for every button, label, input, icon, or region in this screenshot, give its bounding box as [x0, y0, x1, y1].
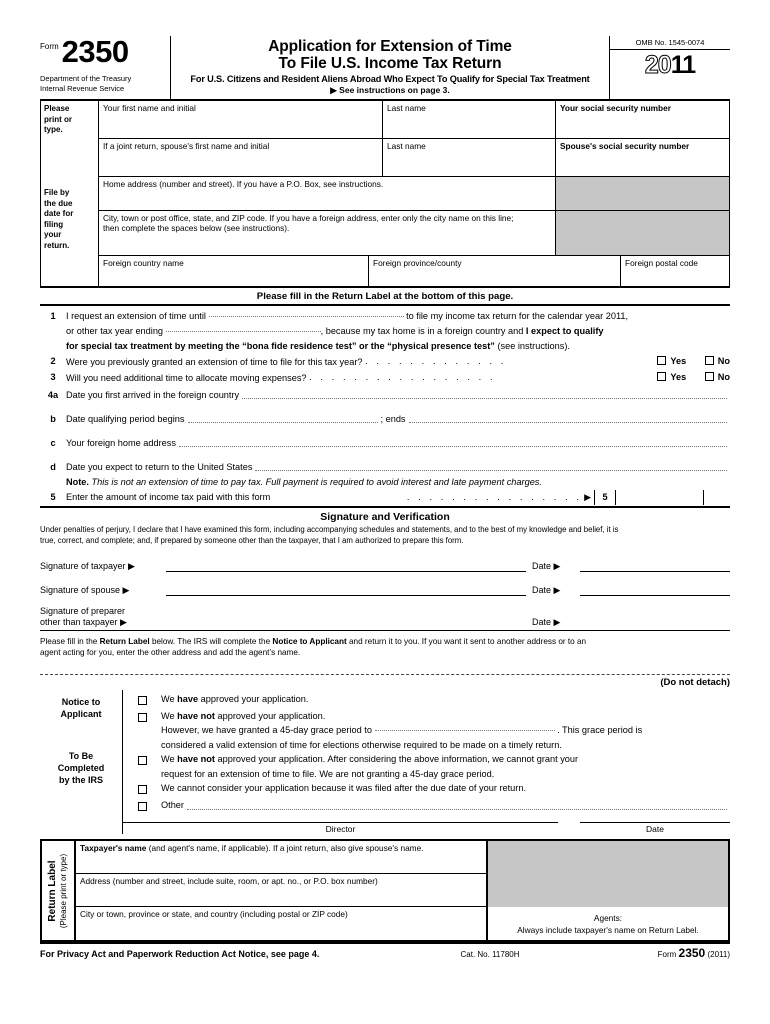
line-5-box-number: 5: [594, 490, 616, 505]
grace-line-2: [161, 723, 730, 738]
notice-to-applicant-section: [40, 690, 730, 834]
spouse-ssn-field[interactable]: Spouse's social security number: [560, 141, 690, 151]
form-title-line-2: To File U.S. Income Tax Return: [278, 55, 502, 72]
line-3-leaders: . . . . . . . . . . . . . . . . .: [309, 372, 496, 382]
return-note-1c: below. The IRS will complete the: [149, 637, 273, 646]
name-block-fields: [99, 101, 729, 286]
director-signature-row: [123, 822, 730, 834]
line-3-body: [66, 370, 730, 386]
line-5-amount-dollars-input[interactable]: [616, 490, 704, 505]
line-2-text: Were you previously granted an extension of time to file for this tax year?: [66, 357, 363, 367]
line-4b-semicolon-ends: ; ends: [380, 414, 406, 424]
perjury-line-2: true, correct, and complete; and, if prepared by someone other than the taxpayer, that I am authorized to prepare this form.: [40, 535, 464, 545]
c1-c: approved your application.: [198, 694, 309, 704]
line-4d-text: Date you expect to return to the United States: [66, 462, 253, 472]
line-1-text-a: I request an extension of time until: [66, 311, 206, 321]
line-2-leaders: . . . . . . . . . . . . .: [365, 356, 507, 366]
return-note-1d: Notice to Applicant: [272, 637, 347, 646]
header-right: [610, 36, 730, 99]
notice-checkbox-approved[interactable]: [138, 696, 147, 705]
line-4d-body: [66, 460, 730, 490]
form-footer: [40, 942, 730, 960]
director-label: Director: [123, 822, 558, 834]
notice-checkbox-filed-late-cell: [123, 781, 161, 798]
line-2-no-checkbox[interactable]: [705, 356, 714, 365]
department-line-1: Department of the Treasury: [40, 74, 132, 83]
line-4a-body: [66, 388, 730, 403]
preparer-signature-row: [40, 606, 730, 628]
preparer-signature-input[interactable]: [166, 617, 526, 628]
note-label: Note.: [66, 477, 89, 487]
footer-form-word: Form: [657, 950, 677, 959]
catalog-number: Cat. No. 11780H: [460, 950, 520, 959]
line-4c: [40, 436, 730, 451]
preparer-label-line-1: Signature of preparer: [40, 606, 126, 616]
preparer-label-line-2: other than taxpayer ▶: [40, 617, 127, 627]
department-line-2: Internal Revenue Service: [40, 83, 125, 93]
footer-form-number: 2350: [678, 946, 706, 960]
agents-note-line-2: Always include taxpayer's name on Return Label.: [517, 924, 699, 935]
line-4d-row: [66, 460, 730, 475]
c2-c: approved your application.: [214, 710, 326, 721]
line-1-text-g: (see instructions).: [494, 341, 570, 351]
last-name-field[interactable]: Last name: [383, 101, 556, 138]
line-5-amount-cents-input[interactable]: [704, 490, 730, 505]
line-4c-text: Your foreign home address: [66, 438, 176, 448]
line-4d-number: d: [50, 462, 56, 472]
name-address-block: [40, 101, 730, 288]
spouse-signature-label: Signature of spouse ▶: [40, 585, 130, 595]
line-3-yes-checkbox[interactable]: [657, 372, 666, 381]
return-label-fill-notice: Please fill in the Return Label at the bottom of this page.: [256, 291, 514, 302]
return-label-name-bold: Taxpayer's name: [80, 843, 147, 853]
line-2-number: 2: [50, 356, 56, 366]
line-2-body: [66, 354, 730, 370]
line-1-number: 1: [50, 311, 56, 321]
line-1-body: [66, 309, 730, 354]
line-4b-text: Date qualifying period begins: [66, 414, 185, 424]
line-5-arrow-icon: ▶: [584, 492, 591, 502]
perjury-line-1: Under penalties of perjury, I declare that I have examined this form, including accompanying schedules and statements, and to the best of my knowledge and belief, it is: [40, 525, 619, 534]
c3-c: approved your application. After considering the above information, we cannot grant your: [214, 754, 579, 764]
spouse-last-name-field[interactable]: Last name: [383, 139, 556, 176]
c1-b: have: [177, 694, 199, 704]
return-label-side: [42, 841, 76, 940]
notice-option-not-approved-no-grace: [123, 752, 730, 781]
department-block: [40, 74, 170, 93]
line-3-text: Will you need additional time to allocate moving expenses?: [66, 373, 307, 383]
print-or-type-note: Please print or type.: [44, 104, 72, 134]
grace-period-date-input[interactable]: [375, 730, 555, 731]
director-date-gap: [558, 822, 580, 834]
ssn-field[interactable]: Your social security number: [560, 103, 671, 113]
form-header: [40, 36, 730, 101]
line-2: [40, 354, 730, 370]
no-grace-line-1: [161, 752, 730, 767]
notice-option-filed-late-text: We cannot consider your application because it was filed after the due date of your return.: [161, 783, 526, 793]
return-label-right: [486, 841, 728, 940]
header-left: [40, 36, 170, 99]
line-5-leaders: . . . . . . . . . . . . . . . .: [406, 492, 583, 502]
line-3-no-checkbox[interactable]: [705, 372, 714, 381]
return-label-shaded-area: [488, 841, 728, 907]
notice-option-other-text: [161, 798, 730, 815]
grace-line-1: [161, 709, 730, 724]
foreign-country-field[interactable]: Foreign country name: [99, 256, 369, 286]
foreign-postal-code-field[interactable]: Foreign postal code: [625, 258, 698, 268]
line-4a-text: Date you first arrived in the foreign country: [66, 390, 240, 400]
line-4d-input[interactable]: [255, 460, 727, 471]
line-1-text-e: I expect to qualify: [525, 326, 604, 336]
form-2350: [40, 36, 730, 960]
return-note-1a: Please fill in the: [40, 637, 100, 646]
other-label: Other: [161, 799, 184, 810]
notice-to-applicant-label: Notice to Applicant: [60, 697, 102, 719]
return-label-block: [40, 839, 730, 942]
line-2-yes-option[interactable]: [657, 356, 686, 366]
see-instructions-note: ▶ See instructions on page 3.: [330, 85, 450, 95]
line-1: [40, 306, 730, 354]
preparer-signature-label: [40, 606, 160, 628]
city-state-zip-field[interactable]: [99, 211, 556, 255]
taxpayer-signature-input[interactable]: [166, 561, 526, 572]
notice-option-other: [123, 798, 730, 815]
taxpayer-signature-row: [40, 561, 730, 572]
return-label-city-field[interactable]: City or town, province or state, and country (including postal or ZIP code): [80, 909, 348, 919]
return-label-note: [40, 636, 730, 658]
notice-option-approved: [123, 692, 730, 709]
return-label-vertical-text: [47, 853, 69, 927]
line-4b-body: [66, 412, 730, 427]
line-4a-number: 4a: [47, 390, 59, 400]
city-state-zip-row: [99, 211, 729, 256]
c1-a: We: [161, 694, 178, 704]
line-3-no-label: No: [717, 372, 730, 382]
taxpayer-date-input[interactable]: [580, 561, 730, 572]
notice-other-input[interactable]: [187, 798, 727, 811]
c3-a: We: [161, 754, 178, 764]
foreign-address-row: [99, 256, 729, 286]
omb-number: OMB No. 1545-0074: [610, 36, 730, 50]
shaded-area-upper: [556, 177, 729, 210]
notice-option-filed-late: [123, 781, 730, 798]
line-5-body: [66, 490, 730, 505]
line-2-yes-label: Yes: [670, 356, 687, 366]
home-address-field[interactable]: Home address (number and street). If you have a P.O. Box, see instructions.: [99, 177, 556, 210]
form-number: 2350: [61, 34, 129, 69]
line-5-number: 5: [50, 492, 56, 502]
to-be-completed-by-irs-label: To Be Completed by the IRS: [57, 751, 105, 785]
home-address-row: [99, 177, 729, 211]
c2-a: We: [161, 710, 178, 721]
preparer-date-label: Date ▶: [532, 617, 561, 627]
notice-side-labels: [40, 690, 122, 834]
preparer-date-input[interactable]: [580, 617, 730, 628]
first-name-field[interactable]: Your first name and initial: [99, 101, 383, 138]
notice-checkbox-not-approved-grace[interactable]: [138, 713, 147, 722]
c2-l2-a: However, we have granted a 45-day grace period to: [161, 725, 372, 735]
notice-checkbox-other[interactable]: [138, 802, 147, 811]
line-5: [40, 490, 730, 505]
header-title-block: [170, 36, 610, 99]
return-label-title: Return Label: [47, 859, 58, 922]
line-1-text-b: to file my income tax return for the calendar year 2011,: [406, 311, 629, 321]
return-label-name-rest: (and agent's name, if applicable). If a joint return, also give spouse's name.: [146, 843, 424, 853]
signature-section-title: Signature and Verification: [320, 511, 450, 523]
agents-note-line-1: Agents:: [593, 913, 623, 923]
line-3-yes-label: Yes: [670, 372, 687, 382]
notice-checkbox-grace-cell: [123, 709, 161, 753]
return-label-address-field[interactable]: Address (number and street, include suite, room, or apt. no., or P.O. box number): [76, 874, 486, 907]
line-4a: [40, 388, 730, 403]
line-1-date-input[interactable]: [209, 316, 404, 317]
agents-note: [488, 907, 728, 940]
notice-checkbox-not-approved-no-grace[interactable]: [138, 756, 147, 765]
line-4d-note: [66, 475, 730, 490]
footer-form-id: [610, 946, 730, 960]
line-1-row-c: [66, 339, 730, 354]
return-note-1b: Return Label: [99, 637, 150, 646]
grace-line-3: considered a valid extension of time for elections otherwise required to be made on a timely return.: [161, 739, 562, 750]
notice-checkbox-approved-cell: [123, 692, 161, 709]
return-note-1e: and return it to you. If you want it sent to another address or to an: [346, 637, 587, 646]
perjury-statement: [40, 525, 730, 548]
notice-checkbox-no-grace-cell: [123, 752, 161, 781]
return-label-subtitle: (Please print or type): [59, 853, 68, 928]
line-4b-number: b: [50, 414, 56, 424]
line-2-no-label: No: [717, 356, 730, 366]
line-3-yes-option[interactable]: [657, 372, 686, 382]
spouse-date-input[interactable]: [580, 585, 730, 596]
spouse-signature-input[interactable]: [166, 585, 526, 596]
line-4a-input[interactable]: [242, 388, 727, 399]
tax-year-suffix: 11: [670, 51, 696, 79]
file-by-due-date-note: File by the due date for filing your return.: [44, 188, 74, 250]
tax-year-prefix: 20: [644, 51, 671, 79]
footer-form-year: (2011): [707, 950, 730, 959]
line-3-number: 3: [50, 372, 56, 382]
do-not-detach-label: (Do not detach): [660, 677, 730, 688]
taxpayer-date-label: Date ▶: [532, 561, 561, 571]
line-1-row-a: [66, 309, 730, 324]
notice-option-no-grace-text: [161, 752, 730, 781]
taxpayer-signature-label: Signature of taxpayer ▶: [40, 561, 135, 571]
notice-checkbox-other-cell: [123, 798, 161, 815]
spouse-name-row: [99, 139, 729, 177]
notice-option-approved-text: [161, 692, 730, 709]
foreign-province-field[interactable]: Foreign province/county: [369, 256, 621, 286]
line-5-text: Enter the amount of income tax paid with this form: [66, 492, 271, 502]
line-2-answer-group: [657, 354, 730, 369]
spouse-date-label: Date ▶: [532, 585, 561, 595]
city-line-2: then complete the spaces below (see instructions).: [103, 223, 290, 233]
notice-option-grace-text: [161, 709, 730, 753]
line-4b-end-input[interactable]: [409, 412, 727, 423]
line-4b-begin-input[interactable]: [188, 412, 378, 423]
name-block-side-notes: [41, 101, 99, 286]
line-3-answer-group: [657, 370, 730, 385]
notice-option-not-approved-grace: [123, 709, 730, 753]
director-date-label: Date: [580, 822, 730, 834]
line-4d: [40, 460, 730, 490]
city-line-1: City, town or post office, state, and ZIP code. If you have a foreign address, enter only the city name on this line;: [103, 213, 514, 223]
line-2-no-option[interactable]: [705, 356, 730, 366]
no-grace-line-2: request for an extension of time to file. We are not granting a 45-day grace period.: [161, 768, 495, 779]
line-4c-input[interactable]: [179, 436, 727, 447]
spouse-first-name-field[interactable]: If a joint return, spouse's first name and initial: [99, 139, 383, 176]
note-text: This is not an extension of time to pay tax. Full payment is required to avoid interest and late payment charges.: [88, 477, 542, 487]
c3-b: have not: [177, 754, 215, 764]
line-1-text-c: or other tax year ending: [66, 326, 164, 336]
line-3-no-option[interactable]: [705, 372, 730, 382]
line-4c-body: [66, 436, 730, 451]
taxpayer-name-row: [99, 101, 729, 139]
privacy-act-notice: For Privacy Act and Paperwork Reduction Act Notice, see page 4.: [40, 949, 320, 959]
notice-checkbox-list: [122, 690, 730, 834]
return-label-name-field[interactable]: [76, 841, 486, 874]
line-4c-number: c: [50, 438, 56, 448]
c2-b: have not: [177, 710, 215, 721]
line-1-text-f: for special tax treatment by meeting the “bona fide residence test” or the “physical presence test”: [66, 341, 495, 351]
line-3: [40, 370, 730, 386]
line-4b: [40, 412, 730, 427]
line-1-tax-year-input[interactable]: [166, 331, 321, 332]
form-title-line-1: Application for Extension of Time: [268, 38, 512, 55]
detach-divider: [40, 674, 730, 690]
form-subtitle: For U.S. Citizens and Resident Aliens Abroad Who Expect To Qualify for Special Tax Treatment: [190, 74, 590, 84]
c2-l2-b: . This grace period is: [557, 725, 643, 735]
divider-above-return-note: [40, 630, 730, 631]
return-label-fields: [76, 841, 486, 940]
line-1-row-b: [66, 324, 730, 339]
spouse-signature-row: [40, 585, 730, 596]
line-1-text-d: , because my tax home is in a foreign country and: [320, 326, 526, 336]
form-word-label: Form: [40, 42, 59, 51]
return-note-2: agent acting for you, enter the other address and add the agent’s name.: [40, 648, 301, 657]
tax-year: [610, 50, 730, 80]
shaded-area-lower: [556, 211, 729, 255]
line-2-yes-checkbox[interactable]: [657, 356, 666, 365]
notice-checkbox-filed-late[interactable]: [138, 785, 147, 794]
